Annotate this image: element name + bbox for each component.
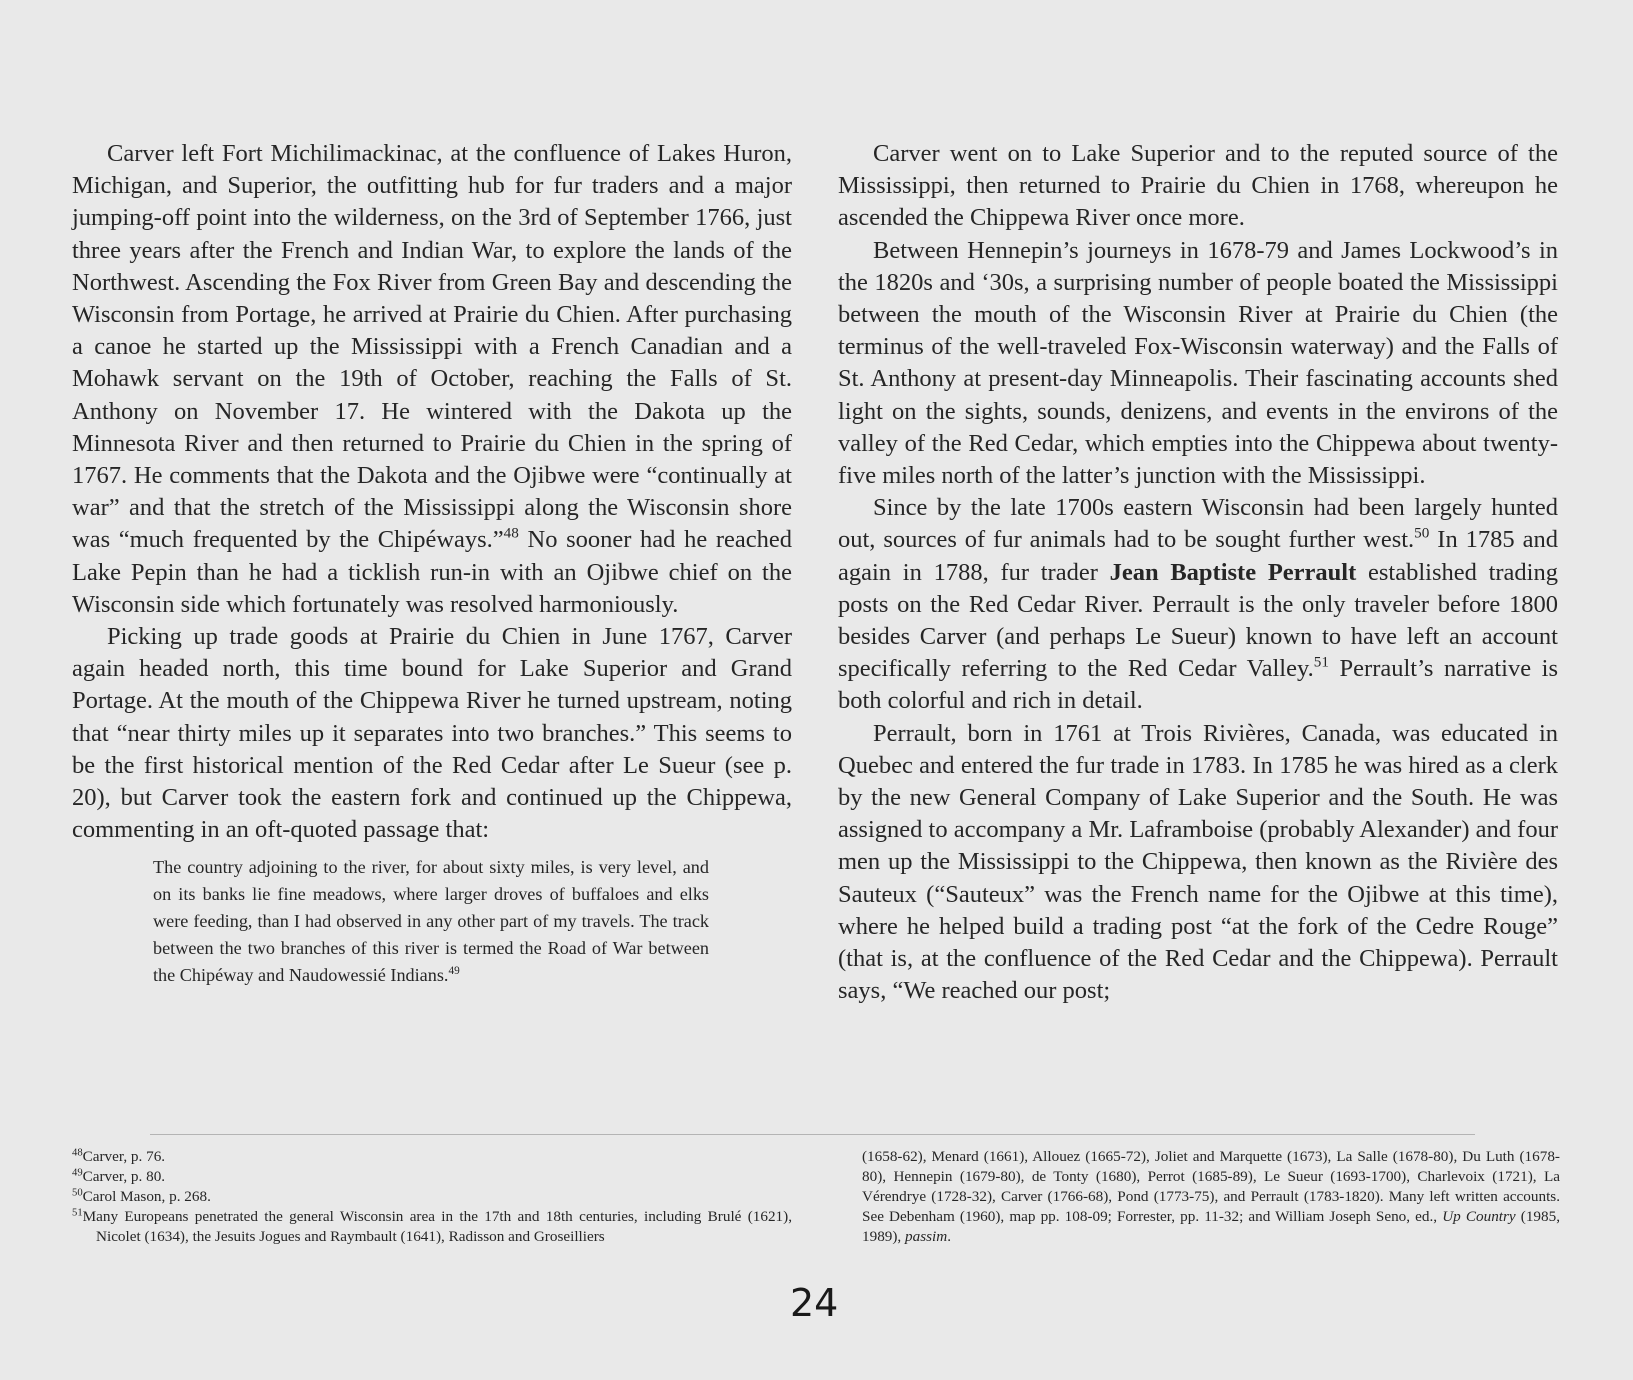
footnote-ref-50[interactable]: 50: [1414, 525, 1430, 543]
paragraph-mississippi-travelers: Between Hennepin’s journeys in 1678-79 and James Lockwood’s in the 1820s and ‘30s, a surprising number of people boated the Mississippi between the mouth of the Wisconsin River at Prairie du Chien (the terminus of the well-traveled Fox-Wisconsin waterway) and the Falls of St. Anthony at present-day Minneapolis. Their fascinating accounts shed light on the sights, sounds, denizens, and events in the environs of the valley of the Red Cedar, which empties into the Chippewa about twenty-five miles north of the latter’s junction with the Mississippi.: [838, 236, 1558, 490]
footnote-51: $^{51}$Many Europeans penetrated the general Wisconsin area in the 17th and 18th centuries, including Brulé (1621), Nicolet (1634), the Jesuits Jogues and Raymbault (1641), Radisson and Groseilliers: [72, 1207, 792, 1246]
paragraph-perrault-bio: Perrault, born in 1761 at Trois Rivières, Canada, was educated in Quebec and entered the fur trade in 1783. In 1785 he was hired as a clerk by the new General Company of Lake Superior and the South. He was assigned to accompany a Mr. Laframboise (probably Alexander) and four men up the Mississippi to the Chippewa, then known as the Rivière des Sauteux (“Sauteux” was the French name for the Ojibwe at this time), where he helped build a trading post “at the fork of the Cedre Rouge” (that is, at the confluence of the Red Cedar and the Chippewa). Perrault says, “We reached our post;: [838, 719, 1558, 1005]
footnote-50: $^{50}$Carol Mason, p. 268.: [72, 1187, 211, 1206]
footnote-divider: [150, 1134, 1475, 1135]
paragraph-carver-trade-goods: Picking up trade goods at Prairie du Chien in June 1767, Carver again headed north, this time bound for Lake Superior and Grand Portage. At the mouth of the Chippewa River he turned upstream, noting that “near thirty miles up it separates into two branches.” This seems to be the first historical mention of the Red Cedar after Le Sueur (see p. 20), but Carver took the eastern fork and continued up the Chippewa, commenting in an oft-quoted passage that:: [72, 623, 792, 844]
paragraph-perrault-intro: Since by the late 1700s eastern Wisconsin had been largely hunted out, sources of fur animals had to be sought further west.$^{50}$ In 1785 and again in 1788, fur trader Jean Baptiste Perrault established trading posts on the Red Cedar River. Perrault is the only traveler before 1800 besides Carver (and perhaps Le Sueur) known to have left an account specifically referring to the Red Cedar Valley.$^{51}$ Perrault’s narrative is both colorful and rich in detail.: [838, 494, 1559, 715]
footnote-49: $^{49}$Carver, p. 80.: [72, 1167, 166, 1186]
footnote-48: $^{48}$Carver, p. 76.: [72, 1147, 166, 1165]
footnote-ref-49[interactable]: 49: [448, 965, 460, 978]
paragraph-carver-superior: Carver went on to Lake Superior and to the reputed source of the Mississippi, then returned to Prairie du Chien in 1768, whereupon he ascended the Chippewa River once more.: [838, 140, 1558, 232]
footnotes-left: [72, 1147, 792, 1247]
footnote-ref-51[interactable]: 51: [1313, 653, 1329, 671]
footnote-51-continued: (1658-62), Menard (1661), Allouez (1665-72), Joliet and Marquette (1673), La Salle (1678-80), Du Luth (1678-80), Hennepin (1679-80), de Tonty (1680), Perrot (1685-89), Le Sueur (1693-1700), Charlevoix (1721), La Vérendrye (1728-32), Carver (1766-68), Pond (1773-75), and Perrault (1783-1820). Many left written accounts. See Debenham (1960), map pp. 108-09; Forrester, pp. 11-32; and William Joseph Seno, ed., Up Country (1985, 1989), passim.: [862, 1148, 1560, 1246]
page-number: 24: [790, 1281, 839, 1325]
block-quote-carver: The country adjoining to the river, for about sixty miles, is very level, and on its banks lie fine meadows, where larger droves of buffaloes and elks were feeding, than I had observed in any other part of my travels. The track between the two branches of this river is termed the Road of War between the Chipéway and Naudowessié Indians.$^{49}$: [153, 857, 709, 986]
footnote-ref-48[interactable]: 48: [503, 525, 519, 543]
bold-name-perrault: Jean Baptiste Perrault: [1109, 558, 1357, 586]
footnotes-right: [838, 1147, 1560, 1247]
left-column: [72, 138, 792, 989]
paragraph-carver-journey: Carver left Fort Michilimackinac, at the confluence of Lakes Huron, Michigan, and Superior, the outfitting hub for fur traders and a major jumping-off point into the wilderness, on the 3rd of September 1766, just three years after the French and Indian War, to explore the lands of the Northwest. Ascending the Fox River from Green Bay and descending the Wisconsin from Portage, he arrived at Prairie du Chien. After purchasing a canoe he started up the Mississippi with a French Canadian and a Mohawk servant on the 19th of October, reaching the Falls of St. Anthony on November 17. He wintered with the Dakota up the Minnesota River and then returned to Prairie du Chien in the spring of 1767. He comments that the Dakota and the Ojibwe were “continually at war” and that the stretch of the Mississippi along the Wisconsin shore was “much frequented by the Chipéways.”$^{48}$ No sooner had he reached Lake Pepin than he had a ticklish run-in with an Ojibwe chief on the Wisconsin side which fortunately was resolved harmoniously.: [72, 140, 792, 618]
right-column: [838, 138, 1558, 1007]
